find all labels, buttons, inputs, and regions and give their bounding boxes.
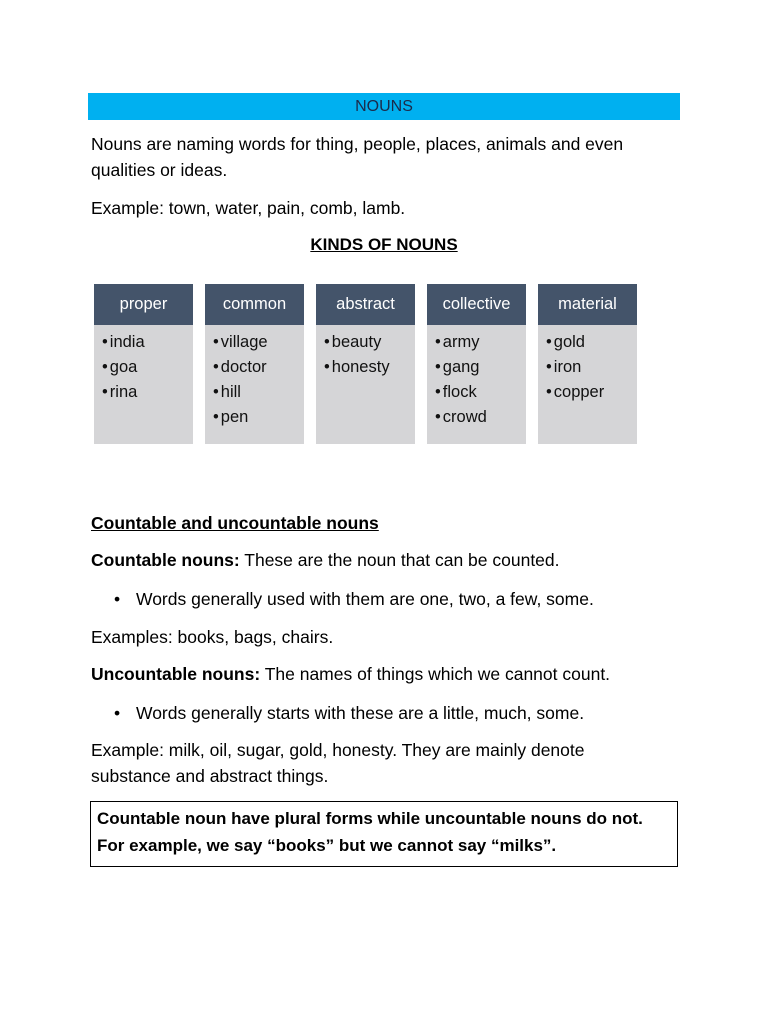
bullet-icon: • (114, 589, 121, 609)
list-item: • gang (435, 355, 526, 380)
title-banner: NOUNS (88, 93, 680, 120)
list-item: • gold (546, 330, 637, 355)
uncountable-definition (91, 661, 610, 687)
card-common (205, 284, 304, 444)
list-item: • honesty (324, 355, 415, 380)
uncountable-bullet-text: Words generally starts with these are a little, much, some. (136, 703, 585, 723)
list-item: • army (435, 330, 526, 355)
list-item: • rina (102, 380, 193, 405)
uncountable-examples: Example: milk, oil, sugar, gold, honesty. They are mainly denote substance and abstract things. (91, 740, 585, 786)
countable-bullet-text: Words generally used with them are one, two, a few, some. (136, 589, 594, 609)
card-header: common (205, 284, 304, 325)
list-item: • flock (435, 380, 526, 405)
card-header: proper (94, 284, 193, 325)
countable-label: Countable nouns: (91, 550, 240, 570)
example-line: Example: town, water, pain, comb, lamb. (91, 198, 406, 218)
card-header: material (538, 284, 637, 325)
card-list (205, 325, 304, 444)
list-item: • village (213, 330, 304, 355)
card-header: collective (427, 284, 526, 325)
uncountable-label: Uncountable nouns: (91, 664, 261, 684)
uncountable-text: The names of things which we cannot count. (260, 664, 611, 684)
bullet-icon: • (114, 703, 121, 723)
card-material (538, 284, 637, 444)
list-item: • pen (213, 405, 304, 430)
countable-definition (91, 547, 560, 573)
card-list (427, 325, 526, 444)
card-list (94, 325, 193, 444)
note-box: Countable noun have plural forms while uncountable nouns do not. For example, we say “books” but we cannot say “milks”. (90, 801, 678, 867)
kinds-heading: KINDS OF NOUNS (310, 235, 458, 254)
countable-text: These are the noun that can be counted. (239, 550, 560, 570)
countable-examples: Examples: books, bags, chairs. (91, 627, 334, 647)
card-list (538, 325, 637, 444)
intro-paragraph: Nouns are naming words for thing, people, places, animals and even qualities or ideas. (91, 134, 624, 180)
card-list (316, 325, 415, 444)
countable-bullet (114, 586, 594, 612)
list-item: • india (102, 330, 193, 355)
card-header: abstract (316, 284, 415, 325)
uncountable-bullet (114, 700, 584, 726)
list-item: • crowd (435, 405, 526, 430)
card-collective (427, 284, 526, 444)
list-item: • copper (546, 380, 637, 405)
list-item: • beauty (324, 330, 415, 355)
section-heading: Countable and uncountable nouns (91, 513, 379, 533)
list-item: • doctor (213, 355, 304, 380)
list-item: • goa (102, 355, 193, 380)
list-item: • hill (213, 380, 304, 405)
card-abstract (316, 284, 415, 444)
list-item: • iron (546, 355, 637, 380)
card-proper (94, 284, 193, 444)
